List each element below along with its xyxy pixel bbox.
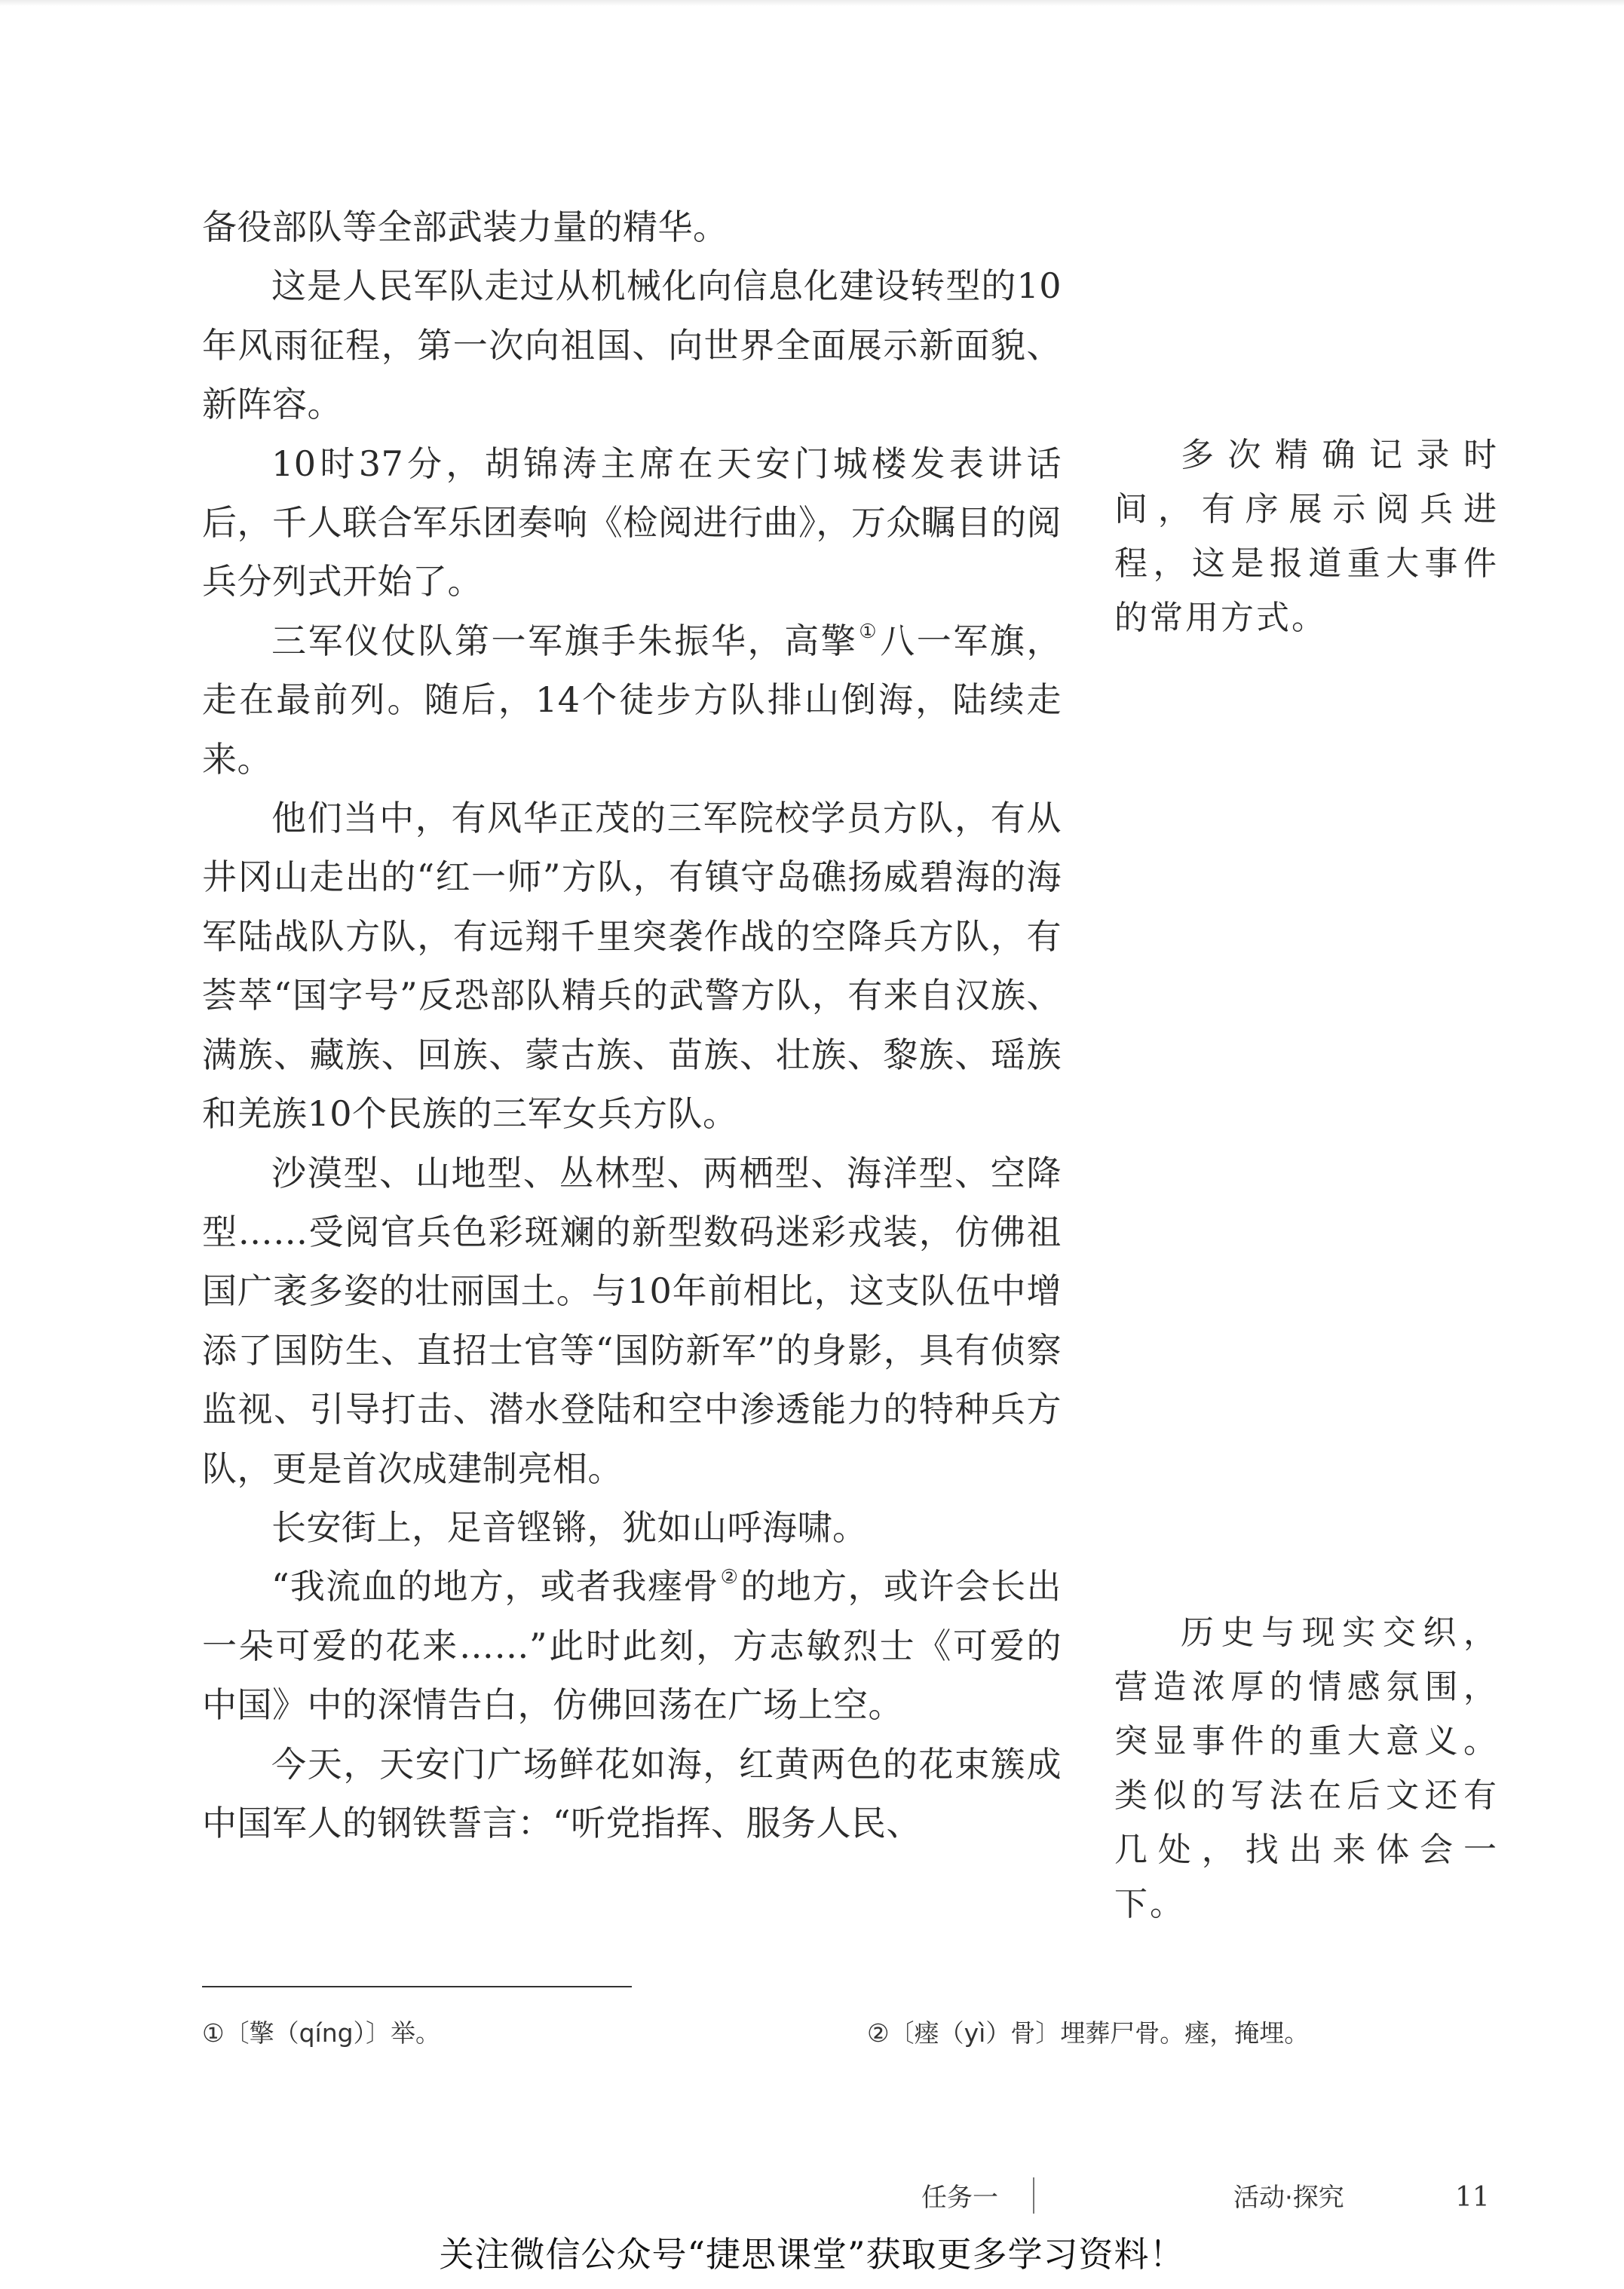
footer-activity: 活动·探究 — [1233, 2183, 1344, 2213]
paragraph-text: “我流血的地方，或者我瘗骨 — [271, 1566, 719, 1607]
side-note — [1114, 1606, 1499, 1932]
paragraph — [202, 1557, 1062, 1734]
footnote-marker[interactable]: ② — [720, 1566, 740, 1589]
paragraph: 这是人民军队走过从机械化向信息化建设转型的10年风雨征程，第一次向祖国、向世界全面展示新面貌、新阵容。 — [202, 265, 1062, 425]
footnote: ②〔瘗（yì）骨〕埋葬尸骨。瘗，掩埋。 — [867, 2018, 1310, 2048]
paragraph: 备役部队等全部武装力量的精华。 — [202, 207, 728, 247]
footnote-divider — [202, 1986, 632, 1987]
paragraph-text: 的地方，或许会长出一朵可爱的花来……”此时此刻，方志敏烈士《可爱的中国》中的深情告白，仿佛回荡在广场上空。 — [202, 1566, 1062, 1726]
footer-section: 任务一 — [921, 2183, 998, 2213]
paragraph: 长安街上，足音铿锵，犹如山呼海啸。 — [271, 1506, 868, 1548]
scan-edge — [0, 0, 1624, 6]
side-note-text: 多次精确记录时间，有序展示阅兵进程，这是报道重大事件的常用方式。 — [1114, 436, 1499, 637]
paragraph-text: 八一军旗，走在最前列。随后，14个徒步方队排山倒海，陆续走来。 — [202, 620, 1062, 780]
paragraph: 他们当中，有风华正茂的三军院校学员方队，有从井冈山走出的“红一师”方队，有镇守岛礁扬威碧海的海军陆战队方队，有远翔千里突袭作战的空降兵方队，有荟萃“国字号”反恐部队精兵的武警方队，有来自汉族、满族、藏族、回族、蒙古族、苗族、壮族、黎族、瑶族和羌族10个民族的三军女兵方队。 — [202, 798, 1062, 1135]
paragraph: 今天，天安门广场鲜花如海，红黄两色的花束簇成中国军人的钢铁誓言：“听党指挥、服务人民、 — [202, 1743, 1062, 1843]
promo-banner: 关注微信公众号“捷思课堂”获取更多学习资料！ — [439, 2234, 1185, 2275]
paragraph: 10时37分，胡锦涛主席在天安门城楼发表讲话后，千人联合军乐团奏响《检阅进行曲》，万众瞩目的阅兵分列式开始了。 — [202, 443, 1062, 602]
paragraph-text: 三军仪仗队第一军旗手朱振华，高擎 — [271, 620, 858, 661]
footer-divider — [1033, 2177, 1034, 2214]
footnote: ①〔擎（qíng）〕举。 — [202, 2018, 441, 2048]
paragraph — [202, 611, 1062, 789]
footnote-marker[interactable]: ① — [859, 620, 879, 643]
paragraph: 沙漠型、山地型、丛林型、两栖型、海洋型、空降型……受阅官兵色彩斑斓的新型数码迷彩戎装，仿佛祖国广袤多姿的壮丽国土。与10年前相比，这支队伍中增添了国防生、直招士官等“国防新军”的身影，具有侦察监视、引导打击、潜水登陆和空中渗透能力的特种兵方队，更是首次成建制亮相。 — [202, 1152, 1062, 1489]
main-text — [202, 198, 1062, 1852]
side-note — [1114, 428, 1499, 645]
side-note-text: 历史与现实交织，营造浓厚的情感氛围，突显事件的重大意义。类似的写法在后文还有几处，找出来体会一下。 — [1114, 1613, 1499, 1923]
page-number: 11 — [1455, 2182, 1490, 2213]
